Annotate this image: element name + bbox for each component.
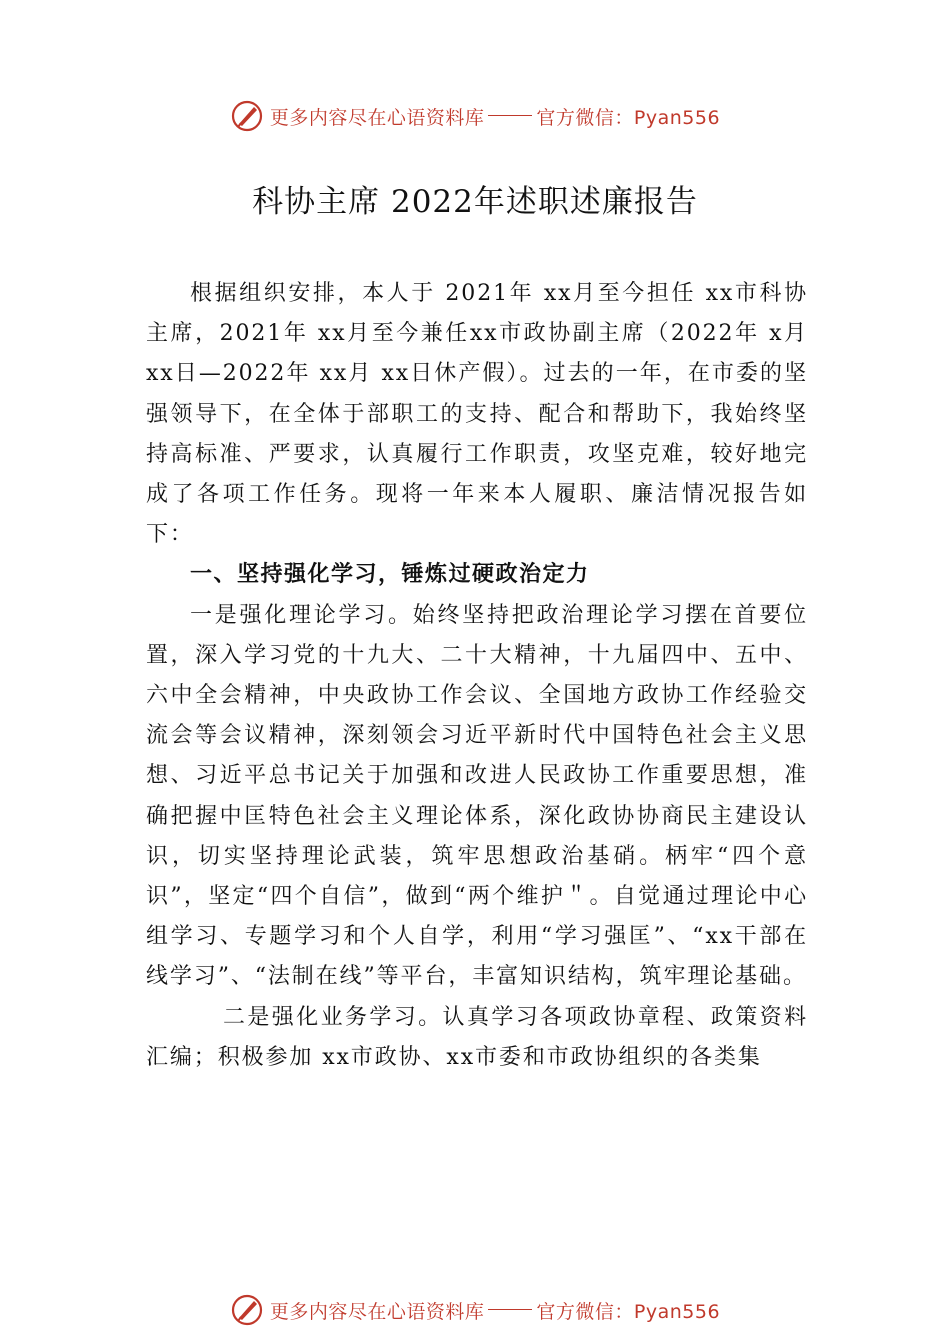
paragraph-theory-study: 一是强化理论学习。始终坚持把政治理论学习摆在首要位置，深入学习党的十九大、二十大精神，十九届四中、五中、六中全会精神，中央政协工作会议、全国地方政协工作经验交流会等会议精神，深刻领会习近平新时代中国特色社会主义思想、习近平总书记关于加强和改进人民政协工作重要思想，准确把握中匡特色社会主义理论体系，深化政协协商民主建设认识，切实坚持理论武装，筑牢思想政治基硝。柄牢“四个意识”，坚定“四个自信”，做到“两个维护＂。自觉通过理论中心组学习、专题学习和个人自学，利用“学习强匡”、“xx干部在线学习”、“法制在线”等平台，丰富知识结构，筑牢理论基础。 — [146, 602, 808, 990]
document-title: 科协主席 2022年述职述廉报告 — [252, 184, 698, 220]
watermark-footer — [0, 1290, 950, 1330]
document-body — [146, 274, 808, 1078]
quill-pen-icon — [230, 1293, 264, 1327]
paragraph-business-study: 二是强化业务学习。认真学习各项政协章程、政策资料汇编；积极参加 xx市政协、xx市委和市政协组织的各类集 — [146, 1004, 808, 1070]
watermark-dash — [488, 115, 532, 116]
watermark-text: 更多内容尽在心语资料库 — [269, 106, 485, 129]
quill-pen-icon — [230, 99, 264, 133]
watermark-header — [0, 96, 950, 136]
section-heading-1: 一、坚持强化学习，锤炼过硬政治定力 — [190, 562, 590, 588]
watermark-text: 更多内容尽在心语资料库 — [269, 1300, 485, 1323]
watermark-dash — [488, 1309, 532, 1310]
watermark-suffix: 官方微信：Pyan556 — [536, 1300, 721, 1323]
watermark-suffix: 官方微信：Pyan556 — [536, 106, 721, 129]
paragraph-intro: 根据组织安排，本人于 2021年 xx月至今担任 xx市科协主席，2021年 xx月至今兼任xx市政协副主席（2022年 x月 xx日—2022年 xx月 xx日休产假）。过去的一年，在市委的坚强领导下，在全体于部职工的支持、配合和帮助下，我始终坚持高标准、严要求，认真履行工作职责，攻坚克难，较好地完成了各项工作任务。现将一年来本人履职、廉洁情况报告如下： — [146, 281, 808, 548]
